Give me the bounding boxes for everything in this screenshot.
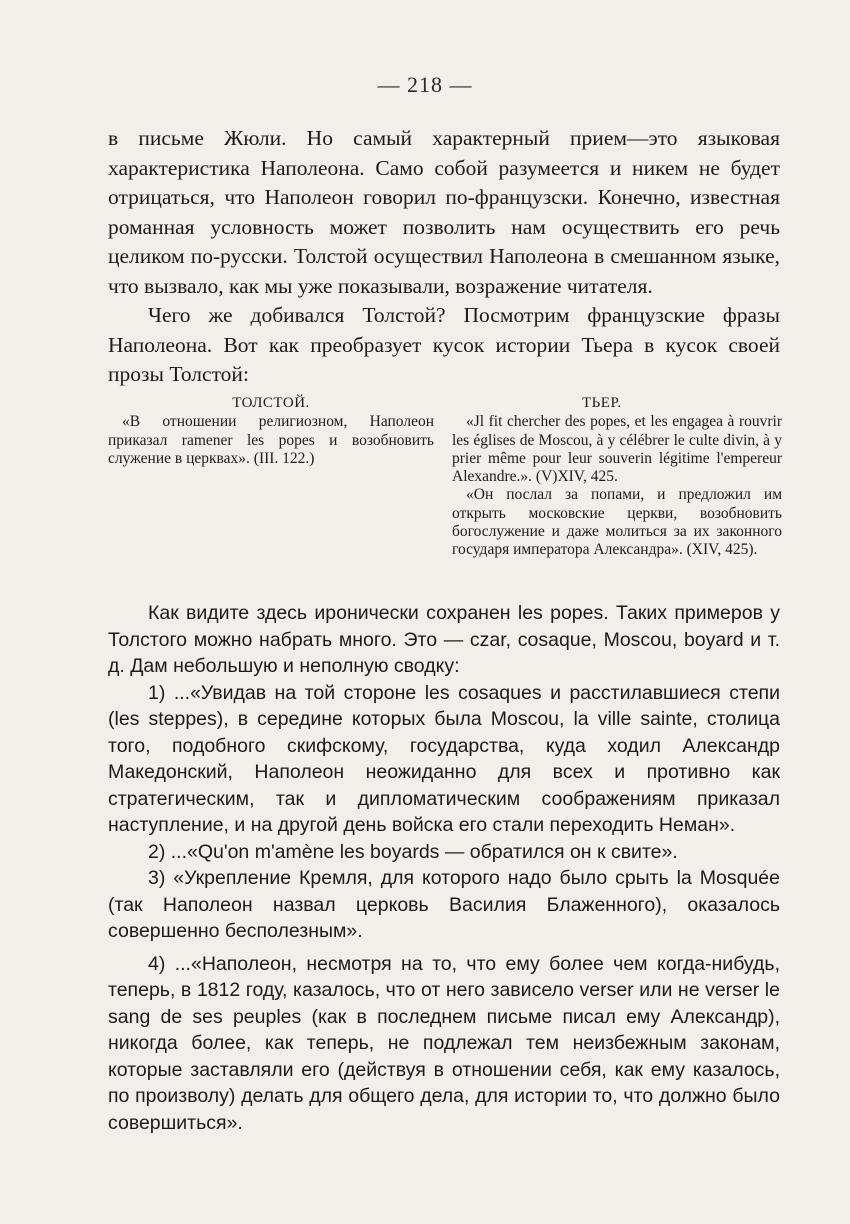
thiers-french-quote: «Jl fit chercher des popes, et les engagea à rouvrir les églises de Moscou, à y célébrer le culte divin, à y prier même pour leur souverin légitime l'empereur Alexandre.». (V)XIV, 425. xyxy=(452,413,782,486)
thiers-column xyxy=(452,394,782,560)
paragraph-2: Чего же добивался Толстой? Посмотрим французские фразы Наполеона. Вот как преобразует кусок истории Тьера в кусок своей прозы Толстой: xyxy=(108,303,780,386)
tolstoy-column xyxy=(108,394,434,468)
example-item-2: 2) ...«Qu'on m'amène les boyards — обратился он к свите». xyxy=(148,840,678,863)
page-number: — 218 — xyxy=(377,72,473,97)
example-item-1: 1) ...«Увидав на той стороне les cosaques и расстилавшиеся степи (les steppes), в середине которых была Moscou, la ville sainte, столица того, подобного скифскому, государства, куда ходил Александр Македонский, Наполеон неожиданно для всех и противно как стратегическим, так и дипломатическим соображениям приказал наступление, и на другой день войска его стали переходить Неман». xyxy=(108,681,780,836)
paragraph-3: Как видите здесь иронически сохранен les popes. Таких примеров у Толстого можно набрать много. Это — czar, cosaque, Moscou, boyard и т. д. Дам небольшую и неполную сводку: xyxy=(108,602,780,677)
tolstoy-quote: «В отношении религиозном, Наполеон приказал ramener les popes и возобновить служение в церквах». (III. 122.) xyxy=(108,413,434,467)
intro-section xyxy=(108,124,780,390)
example-item-4: 4) ...«Наполеон, несмотря на то, что ему более чем когда-нибудь, теперь, в 1812 году, казалось, что от него зависело verser или не verser le sang de ses peuples (как в последнем письме писал ему Александр), никогда более, как теперь, не подлежал тем неизбежным законам, которые заставляли его (действуя в отношении себя, как ему казалось, по произволу) делать для общего дела, для истории то, что должно было совершиться». xyxy=(108,952,780,1134)
thiers-russian-quote: «Он послал за попами, и предложил им открыть московские церкви, возобновить богослужение и даже молиться за их законного государя императора Александра». (XIV, 425). xyxy=(452,486,782,559)
examples-section xyxy=(108,600,780,1136)
thiers-heading: ТЬЕР. xyxy=(582,395,622,411)
comparison-columns xyxy=(108,394,780,616)
example-item-3: 3) «Укрепление Кремля, для которого надо было срыть la Mosquée (так Наполеон назвал церковь Василия Блаженного), оказалось совершенно бесполезным». xyxy=(108,867,780,942)
tolstoy-heading: ТОЛСТОЙ. xyxy=(232,395,310,411)
paragraph-1: в письме Жюли. Но самый характерный прием—это языковая характеристика Наполеона. Само собой разумеется и никем не будет отрицаться, что Наполеон говорил по-французски. Конечно, известная романная условность может позволить нам осуществить его речь целиком по-русски. Толстой осуществил Наполеона в смешанном языке, что вызвало, как мы уже показывали, возражение читателя. xyxy=(108,126,780,298)
